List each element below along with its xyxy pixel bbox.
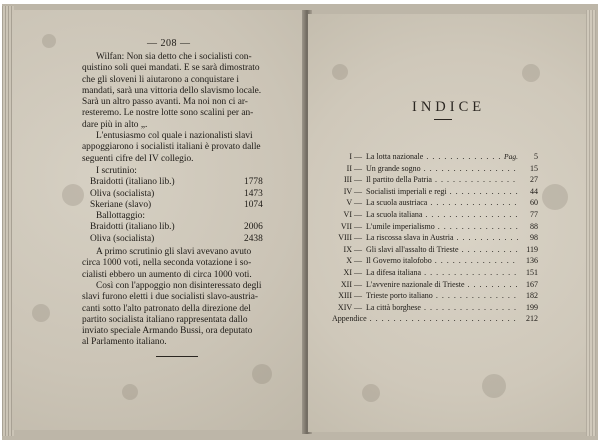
chapter-number: VI —	[343, 209, 362, 219]
toc-entry	[332, 152, 538, 164]
chapter-title: La riscossa slava in Austria . . .	[366, 233, 518, 242]
chapter-number: V —	[346, 198, 362, 208]
candidate-name: Skeriane (slavo)	[90, 199, 152, 210]
body-line: mandati, sarà una vittoria dello slavismo locale.	[82, 85, 262, 96]
vote-count: 2438	[244, 233, 263, 244]
toc-entry	[332, 210, 538, 222]
foxing-spot	[122, 384, 138, 400]
toc-entry	[332, 268, 538, 280]
chapter-title: Il Governo italofobo . . .	[366, 256, 518, 265]
toc-entry	[332, 175, 538, 187]
result-row	[82, 200, 276, 211]
foxing-spot	[42, 34, 56, 48]
vote-count: 2006	[244, 222, 263, 233]
toc-entry-appendix	[332, 314, 538, 326]
chapter-page: 151	[526, 267, 538, 277]
chapter-page: 182	[526, 291, 538, 301]
toc-entry	[332, 198, 538, 210]
result-row	[82, 177, 276, 188]
chapter-page: 119	[526, 244, 538, 254]
foxing-spot	[362, 384, 380, 402]
chapter-title: La lotta nazionale . . .	[366, 152, 502, 161]
chapter-title: La scuola italiana . . .	[366, 210, 518, 219]
body-line: slavi furono eletti i due socialisti slavo-austria-	[82, 292, 258, 303]
toc-entry	[332, 164, 538, 176]
chapter-number: XII —	[340, 279, 362, 289]
chapter-page: 60	[530, 198, 538, 208]
chapter-title: L'umile imperialismo . . .	[366, 222, 518, 231]
body-line: L'entusiasmo col quale i nazionalisti slavi	[96, 131, 253, 142]
index-title: INDICE	[412, 99, 486, 115]
body-line: quistino soli quei mandati. E se sarà dimostrato	[82, 63, 260, 74]
body-line: cialisti ebbero un aumento di circa 1000 voti.	[82, 269, 252, 280]
foxing-spot	[332, 64, 348, 80]
body-line: dare più in alto „.	[82, 119, 148, 130]
chapter-page: 15	[530, 163, 538, 173]
left-page-body	[82, 52, 282, 349]
body-line: canti sotto l'alto patronato della direzione del	[82, 303, 251, 314]
chapter-title: La città borghese . . .	[366, 303, 518, 312]
body-line: A primo scrutinio gli slavi avevano avuto	[96, 247, 252, 258]
vote-count: 1778	[244, 177, 263, 188]
chapter-number: XI —	[343, 267, 362, 277]
chapter-title: Il partito della Patria . . .	[366, 175, 518, 184]
foxing-spot	[62, 184, 84, 206]
vote-count: 1473	[244, 188, 263, 199]
candidate-name: Braidotti (italiano lib.)	[90, 177, 175, 188]
runoff-label: Ballottaggio:	[96, 211, 145, 222]
chapter-page: 5	[534, 152, 538, 161]
toc-entry	[332, 280, 538, 292]
body-line: Così con l'appoggio non disinteressato degli	[96, 280, 262, 291]
right-page-edges	[586, 10, 596, 436]
chapter-page: 136	[526, 256, 538, 266]
foxing-spot	[252, 364, 272, 384]
chapter-page: 88	[530, 221, 538, 231]
candidate-name: Braidotti (italiano lib.)	[90, 222, 175, 233]
chapter-title: L'avvenire nazionale di Trieste . . .	[366, 280, 518, 289]
body-line: Sarà un altro passo avanti. Ma noi non ci ar-	[82, 97, 248, 108]
candidate-name: Oliva (socialista)	[90, 233, 155, 244]
foxing-spot	[482, 374, 506, 398]
chapter-number: IX —	[343, 244, 362, 254]
appendix-page: 212	[526, 314, 538, 324]
election-results	[82, 166, 282, 245]
toc-entry	[332, 256, 538, 268]
chapter-page: 27	[530, 175, 538, 185]
chapter-number: IV —	[343, 186, 362, 196]
toc-entry	[332, 222, 538, 234]
body-line: seguenti cifre del IV collegio.	[82, 153, 194, 164]
page-number: — 208 —	[147, 38, 191, 49]
body-line: inviato speciale Armando Bussi, ora deputato	[82, 326, 253, 337]
chapter-number: I —	[349, 152, 362, 161]
chapter-page: 44	[530, 186, 538, 196]
result-row	[82, 222, 276, 233]
toc-entry	[332, 303, 538, 315]
body-line: Wilfan: Non sia detto che i socialisti con-	[96, 52, 252, 62]
first-ballot-label: I scrutinio:	[96, 165, 137, 176]
body-line: al Parlamento italiano.	[82, 337, 167, 348]
foxing-spot	[32, 304, 50, 322]
foxing-spot	[522, 64, 540, 82]
chapter-title: La scuola austriaca . . .	[366, 198, 518, 207]
chapter-page: 199	[526, 302, 538, 312]
table-of-contents	[332, 152, 538, 326]
result-row	[82, 189, 276, 200]
chapter-page: 98	[530, 233, 538, 243]
chapter-number: II —	[346, 163, 362, 173]
foxing-spot	[542, 184, 568, 210]
body-line: resteremo. Le nostre lotte sono scalini per an-	[82, 108, 254, 119]
body-line: circa 1000 voti, nella seconda votazione i so-	[82, 258, 252, 269]
chapter-number: XIV —	[337, 302, 362, 312]
body-line: partito socialista italiano rappresentata dallo	[82, 314, 248, 325]
appendix-title: Appendice . . .	[332, 314, 518, 323]
body-line: appoggiarono i socialisti italiani è provato dalle	[82, 142, 261, 153]
toc-entry	[332, 187, 538, 199]
body-line: che gli sloveni li aiutarono a conquistare i	[82, 74, 239, 85]
end-rule	[156, 356, 198, 357]
result-row	[82, 234, 276, 245]
chapter-title: Trieste porto italiano . . .	[366, 291, 518, 300]
chapter-number: III —	[344, 175, 362, 185]
chapter-title: Un grande sogno . . .	[366, 164, 518, 173]
pag-label: Pag.	[504, 152, 518, 161]
chapter-page: 167	[526, 279, 538, 289]
chapter-number: XIII —	[338, 291, 362, 301]
toc-entry	[332, 291, 538, 303]
chapter-number: VII —	[340, 221, 362, 231]
chapter-title: Gli slavi all'assalto di Trieste . . .	[366, 245, 518, 254]
title-rule	[434, 119, 452, 120]
candidate-name: Oliva (socialista)	[90, 188, 155, 199]
chapter-number: VIII —	[338, 233, 362, 243]
toc-entry	[332, 233, 538, 245]
chapter-page: 77	[530, 209, 538, 219]
chapter-title: La difesa italiana . . .	[366, 268, 518, 277]
chapter-title: Socialisti imperiali e regi . . .	[366, 187, 518, 196]
vote-count: 1074	[244, 199, 263, 210]
toc-entry	[332, 245, 538, 257]
chapter-number: X —	[346, 256, 362, 266]
